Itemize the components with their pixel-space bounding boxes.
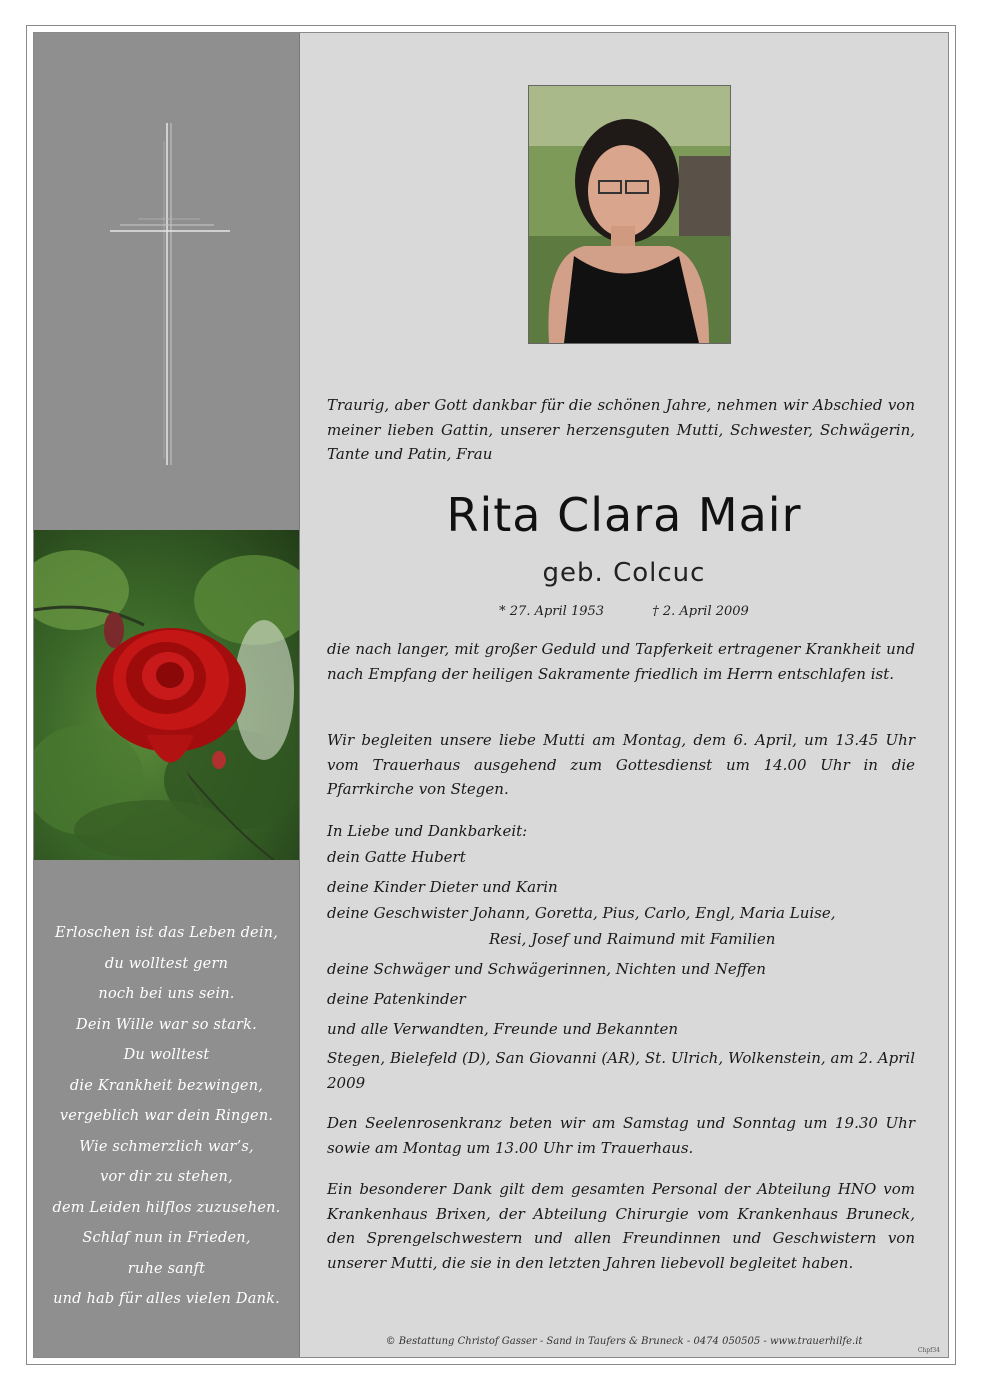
content	[300, 33, 948, 1357]
paragraph-funeral: Wir begleiten unsere liebe Mutti am Montag, dem 6. April, um 13.45 Uhr vom Trauerhaus ausgehend zum Gottesdienst um 14.00 Uhr in die Pfarrkirche von Stegen.	[327, 731, 915, 798]
mourner-godchildren: deine Patenkinder	[327, 990, 466, 1008]
poem-line: dem Leiden hilflos zuzusehen.	[52, 1199, 281, 1216]
poem	[34, 860, 299, 1357]
death-date: † 2. April 2009	[652, 604, 749, 619]
poem-line: noch bei uns sein.	[98, 986, 235, 1002]
cross-icon	[34, 33, 299, 530]
poem-line: Schlaf nun in Frieden,	[82, 1230, 251, 1246]
paragraph-rosary: Den Seelenrosenkranz beten wir am Samstag und Sonntag um 19.30 Uhr sowie am Montag um 13.00 Uhr im Trauerhaus.	[327, 1114, 915, 1157]
poem-line: Erloschen ist das Leben dein,	[54, 925, 279, 941]
mourner-siblings: deine Geschwister Johann, Goretta, Pius, Carlo, Engl, Maria Luise,	[327, 904, 836, 922]
rose-image	[34, 530, 299, 860]
mourner-children: deine Kinder Dieter und Karin	[327, 878, 558, 896]
poem-line: du wolltest gern	[104, 955, 229, 972]
card	[33, 32, 949, 1358]
rose-icon	[34, 530, 299, 860]
life-dates	[300, 604, 948, 619]
mourner-husband: dein Gatte Hubert	[327, 848, 466, 866]
mourners-heading: In Liebe und Dankbarkeit:	[327, 822, 528, 840]
mourner-in-laws: deine Schwäger und Schwägerinnen, Nichten und Neffen	[327, 960, 766, 978]
poem-line: Dein Wille war so stark.	[76, 1016, 257, 1033]
paragraph-illness: die nach langer, mit großer Geduld und Tapferkeit ertragener Krankheit und nach Empfang der heiligen Sakramente friedlich im Herrn entschlafen ist.	[327, 640, 915, 683]
poem-line: die Krankheit bezwingen,	[69, 1077, 264, 1094]
outer-frame	[26, 25, 956, 1365]
deceased-name: Rita Clara Mair	[446, 488, 802, 542]
mourner-relatives: und alle Verwandten, Freunde und Bekannten	[327, 1020, 679, 1038]
poem-line: vor dir zu stehen,	[100, 1169, 233, 1185]
poem-line: vergeblich war dein Ringen.	[59, 1108, 274, 1124]
portrait-photo	[528, 85, 731, 344]
mourners-list	[327, 818, 915, 1042]
paragraph-places: Stegen, Bielefeld (D), San Giovanni (AR), St. Ulrich, Wolkenstein, am 2. April 2009	[327, 1049, 915, 1092]
paragraph-thanks: Ein besonderer Dank gilt dem gesamten Personal der Abteilung HNO vom Krankenhaus Brixen, der Abteilung Chirurgie vom Krankenhaus Bruneck, den Sprengelschwestern und allen Freundinnen und Geschwistern von unserer Mutti, die sie in den letzten Jahren liebevoll begleitet haben.	[327, 1180, 915, 1272]
poem-line: Wie schmerzlich war’s,	[79, 1138, 254, 1155]
intro-text: Traurig, aber Gott dankbar für die schönen Jahre, nehmen wir Abschied von meiner lieben Gattin, unserer herzensguten Mutti, Schwester, Schwägerin, Tante und Patin, Frau	[327, 396, 915, 463]
maiden-name: geb. Colcuc	[542, 558, 706, 588]
portrait-icon	[529, 86, 730, 343]
birth-date: * 27. April 1953	[499, 604, 605, 619]
footer-credit: © Bestattung Christof Gasser - Sand in Taufers & Bruneck - 0474 050505 - www.trauerhilfe.it	[385, 1336, 863, 1347]
mourner-siblings-continued: Resi, Josef und Raimund mit Familien	[489, 930, 776, 948]
poem-line: Du wolltest	[123, 1047, 210, 1063]
poem-line: und hab für alles vielen Dank.	[53, 1291, 280, 1307]
sidebar	[34, 33, 300, 1357]
cross-area	[34, 33, 299, 530]
poem-line: ruhe sanft	[127, 1260, 206, 1277]
template-code: Chpf34	[917, 1347, 940, 1354]
